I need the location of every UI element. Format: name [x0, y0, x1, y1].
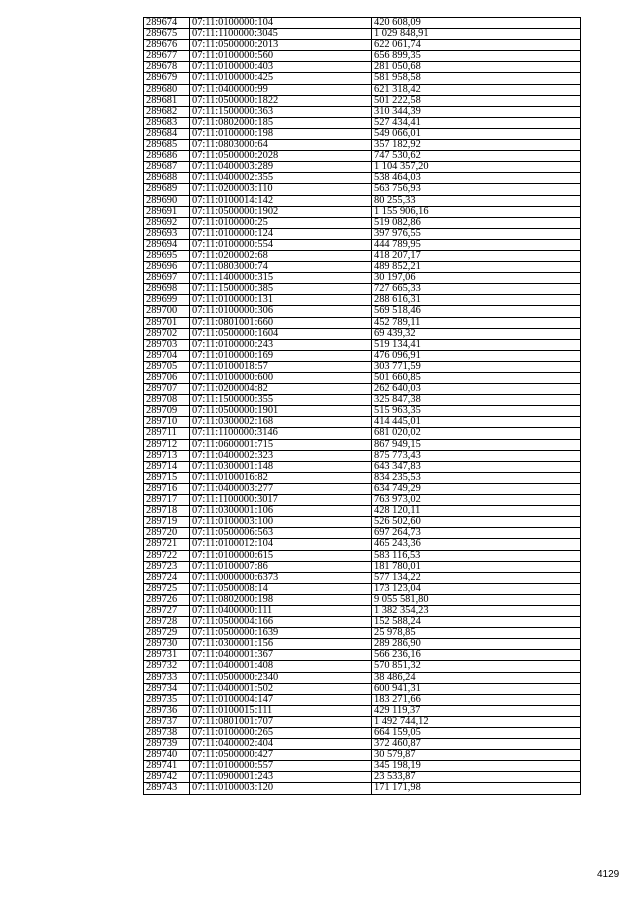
cadastral-number-cell: 07:11:0900001:243 [190, 772, 372, 783]
table-row [144, 539, 581, 550]
cadastral-number-cell: 07:11:0801001:660 [190, 317, 372, 328]
row-number-cell: 289737 [144, 716, 190, 727]
row-number-cell: 289679 [144, 73, 190, 84]
table-row [144, 373, 581, 384]
table-row [144, 728, 581, 739]
row-number-cell: 289707 [144, 384, 190, 395]
table-row [144, 750, 581, 761]
table-row [144, 84, 581, 95]
row-number-cell: 289741 [144, 761, 190, 772]
table-row [144, 151, 581, 162]
table-row [144, 783, 581, 794]
cadastral-number-cell: 07:11:0500000:2340 [190, 672, 372, 683]
table-row [144, 250, 581, 261]
row-number-cell: 289709 [144, 406, 190, 417]
row-number-cell: 289699 [144, 295, 190, 306]
cadastral-number-cell: 07:11:0100016:82 [190, 472, 372, 483]
table-row [144, 51, 581, 62]
value-cell: 867 949,15 [372, 439, 581, 450]
cadastral-number-cell: 07:11:1400000:315 [190, 273, 372, 284]
cadastral-number-cell: 07:11:0400002:355 [190, 173, 372, 184]
cadastral-number-cell: 07:11:0100014:142 [190, 195, 372, 206]
value-cell: 834 235,53 [372, 472, 581, 483]
value-cell: 664 159,05 [372, 728, 581, 739]
row-number-cell: 289687 [144, 162, 190, 173]
value-cell: 527 434,41 [372, 117, 581, 128]
row-number-cell: 289714 [144, 461, 190, 472]
value-cell: 452 789,11 [372, 317, 581, 328]
cadastral-number-cell: 07:11:0100000:557 [190, 761, 372, 772]
table-row [144, 583, 581, 594]
table-row [144, 273, 581, 284]
value-cell: 262 640,03 [372, 384, 581, 395]
cadastral-number-cell: 07:11:0100000:104 [190, 18, 372, 29]
cadastral-number-cell: 07:11:0500006:563 [190, 528, 372, 539]
table-row [144, 284, 581, 295]
cadastral-value-table [143, 17, 581, 795]
table-row [144, 683, 581, 694]
row-number-cell: 289721 [144, 539, 190, 550]
table-row [144, 395, 581, 406]
cadastral-number-cell: 07:11:0200004:82 [190, 384, 372, 395]
value-cell: 563 756,93 [372, 184, 581, 195]
value-cell: 747 530,62 [372, 151, 581, 162]
cadastral-number-cell: 07:11:0500000:427 [190, 750, 372, 761]
value-cell: 23 533,87 [372, 772, 581, 783]
value-cell: 581 958,58 [372, 73, 581, 84]
table-row [144, 328, 581, 339]
cadastral-number-cell: 07:11:0600001:715 [190, 439, 372, 450]
cadastral-number-cell: 07:11:0100000:403 [190, 62, 372, 73]
table-row [144, 217, 581, 228]
table-row [144, 417, 581, 428]
value-cell: 414 445,01 [372, 417, 581, 428]
cadastral-number-cell: 07:11:1100000:3017 [190, 495, 372, 506]
value-cell: 526 502,60 [372, 517, 581, 528]
value-cell: 281 050,68 [372, 62, 581, 73]
cadastral-number-cell: 07:11:0400000:111 [190, 605, 372, 616]
cadastral-number-cell: 07:11:0100000:560 [190, 51, 372, 62]
value-cell: 622 061,74 [372, 40, 581, 51]
value-cell: 428 120,11 [372, 506, 581, 517]
value-cell: 152 588,24 [372, 617, 581, 628]
cadastral-number-cell: 07:11:0100000:124 [190, 228, 372, 239]
table-row [144, 184, 581, 195]
value-cell: 570 851,32 [372, 661, 581, 672]
value-cell: 69 439,32 [372, 328, 581, 339]
table-row [144, 295, 581, 306]
table-row [144, 18, 581, 29]
row-number-cell: 289684 [144, 128, 190, 139]
value-cell: 1 382 354,23 [372, 605, 581, 616]
value-cell: 600 941,31 [372, 683, 581, 694]
table-row [144, 384, 581, 395]
value-cell: 372 460,87 [372, 739, 581, 750]
table-row [144, 228, 581, 239]
row-number-cell: 289686 [144, 151, 190, 162]
row-number-cell: 289727 [144, 605, 190, 616]
cadastral-number-cell: 07:11:0500000:1902 [190, 206, 372, 217]
value-cell: 1 155 906,16 [372, 206, 581, 217]
row-number-cell: 289728 [144, 617, 190, 628]
cadastral-number-cell: 07:11:1500000:363 [190, 106, 372, 117]
cadastral-number-cell: 07:11:0300001:106 [190, 506, 372, 517]
cadastral-number-cell: 07:11:0801001:707 [190, 716, 372, 727]
row-number-cell: 289710 [144, 417, 190, 428]
row-number-cell: 289732 [144, 661, 190, 672]
cadastral-number-cell: 07:11:0400001:367 [190, 650, 372, 661]
cadastral-number-cell: 07:11:0100003:120 [190, 783, 372, 794]
table-row [144, 561, 581, 572]
value-cell: 171 171,98 [372, 783, 581, 794]
row-number-cell: 289720 [144, 528, 190, 539]
value-cell: 397 976,55 [372, 228, 581, 239]
row-number-cell: 289719 [144, 517, 190, 528]
cadastral-number-cell: 07:11:0802000:198 [190, 594, 372, 605]
row-number-cell: 289725 [144, 583, 190, 594]
table-row [144, 106, 581, 117]
table-row [144, 439, 581, 450]
table-row [144, 306, 581, 317]
page-number: 4129 [597, 869, 620, 880]
row-number-cell: 289722 [144, 550, 190, 561]
table-row [144, 517, 581, 528]
cadastral-number-cell: 07:11:0500000:2013 [190, 40, 372, 51]
table-row [144, 162, 581, 173]
cadastral-number-cell: 07:11:0100000:425 [190, 73, 372, 84]
value-cell: 577 134,22 [372, 572, 581, 583]
cadastral-number-cell: 07:11:0100000:25 [190, 217, 372, 228]
row-number-cell: 289691 [144, 206, 190, 217]
row-number-cell: 289734 [144, 683, 190, 694]
row-number-cell: 289702 [144, 328, 190, 339]
value-cell: 444 789,95 [372, 239, 581, 250]
table-row [144, 650, 581, 661]
table-row [144, 317, 581, 328]
row-number-cell: 289733 [144, 672, 190, 683]
value-cell: 288 616,31 [372, 295, 581, 306]
row-number-cell: 289693 [144, 228, 190, 239]
cadastral-number-cell: 07:11:0400003:289 [190, 162, 372, 173]
value-cell: 1 492 744,12 [372, 716, 581, 727]
table-row [144, 572, 581, 583]
table-row [144, 128, 581, 139]
row-number-cell: 289689 [144, 184, 190, 195]
table-row [144, 483, 581, 494]
cadastral-number-cell: 07:11:0300001:156 [190, 639, 372, 650]
cadastral-number-cell: 07:11:0400002:404 [190, 739, 372, 750]
table-row [144, 239, 581, 250]
cadastral-number-cell: 07:11:0100004:147 [190, 694, 372, 705]
cadastral-number-cell: 07:11:0100000:554 [190, 239, 372, 250]
table-row [144, 428, 581, 439]
row-number-cell: 289718 [144, 506, 190, 517]
row-number-cell: 289739 [144, 739, 190, 750]
table-row [144, 506, 581, 517]
row-number-cell: 289696 [144, 262, 190, 273]
value-cell: 656 899,35 [372, 51, 581, 62]
value-cell: 1 029 848,91 [372, 29, 581, 40]
table-body [144, 18, 581, 795]
row-number-cell: 289700 [144, 306, 190, 317]
value-cell: 420 608,09 [372, 18, 581, 29]
value-cell: 289 286,90 [372, 639, 581, 650]
table-row [144, 173, 581, 184]
row-number-cell: 289724 [144, 572, 190, 583]
value-cell: 310 344,39 [372, 106, 581, 117]
row-number-cell: 289706 [144, 373, 190, 384]
row-number-cell: 289698 [144, 284, 190, 295]
cadastral-number-cell: 07:11:0100000:131 [190, 295, 372, 306]
cadastral-number-cell: 07:11:0500000:1639 [190, 628, 372, 639]
table-row [144, 661, 581, 672]
row-number-cell: 289674 [144, 18, 190, 29]
table-row [144, 594, 581, 605]
cadastral-number-cell: 07:11:0500000:1604 [190, 328, 372, 339]
value-cell: 727 665,33 [372, 284, 581, 295]
value-cell: 345 198,19 [372, 761, 581, 772]
table-row [144, 62, 581, 73]
cadastral-number-cell: 07:11:0000000:6373 [190, 572, 372, 583]
value-cell: 549 066,01 [372, 128, 581, 139]
row-number-cell: 289708 [144, 395, 190, 406]
row-number-cell: 289730 [144, 639, 190, 650]
cadastral-number-cell: 07:11:0100000:306 [190, 306, 372, 317]
value-cell: 30 579,87 [372, 750, 581, 761]
table-row [144, 550, 581, 561]
row-number-cell: 289711 [144, 428, 190, 439]
cadastral-number-cell: 07:11:0100000:243 [190, 339, 372, 350]
value-cell: 465 243,36 [372, 539, 581, 550]
table-row [144, 705, 581, 716]
cadastral-number-cell: 07:11:0400002:323 [190, 450, 372, 461]
table-row [144, 140, 581, 151]
table-row [144, 95, 581, 106]
value-cell: 566 236,16 [372, 650, 581, 661]
cadastral-number-cell: 07:11:0500008:14 [190, 583, 372, 594]
row-number-cell: 289704 [144, 350, 190, 361]
table-row [144, 73, 581, 84]
value-cell: 634 749,29 [372, 483, 581, 494]
value-cell: 38 486,24 [372, 672, 581, 683]
value-cell: 569 518,46 [372, 306, 581, 317]
row-number-cell: 289681 [144, 95, 190, 106]
row-number-cell: 289740 [144, 750, 190, 761]
cadastral-number-cell: 07:11:0500000:1901 [190, 406, 372, 417]
row-number-cell: 289713 [144, 450, 190, 461]
value-cell: 515 963,35 [372, 406, 581, 417]
value-cell: 357 182,92 [372, 140, 581, 151]
cadastral-number-cell: 07:11:0100000:198 [190, 128, 372, 139]
cadastral-number-cell: 07:11:0100003:100 [190, 517, 372, 528]
cadastral-number-cell: 07:11:0100000:600 [190, 373, 372, 384]
cadastral-number-cell: 07:11:0100007:86 [190, 561, 372, 572]
row-number-cell: 289705 [144, 361, 190, 372]
table-row [144, 605, 581, 616]
cadastral-number-cell: 07:11:0803000:64 [190, 140, 372, 151]
cadastral-number-cell: 07:11:0300002:168 [190, 417, 372, 428]
table-row [144, 350, 581, 361]
table-row [144, 772, 581, 783]
cadastral-number-cell: 07:11:0400000:99 [190, 84, 372, 95]
value-cell: 583 116,53 [372, 550, 581, 561]
table-row [144, 361, 581, 372]
row-number-cell: 289726 [144, 594, 190, 605]
value-cell: 681 020,02 [372, 428, 581, 439]
row-number-cell: 289688 [144, 173, 190, 184]
row-number-cell: 289677 [144, 51, 190, 62]
row-number-cell: 289694 [144, 239, 190, 250]
row-number-cell: 289742 [144, 772, 190, 783]
cadastral-number-cell: 07:11:0100000:265 [190, 728, 372, 739]
cadastral-number-cell: 07:11:0400001:502 [190, 683, 372, 694]
row-number-cell: 289735 [144, 694, 190, 705]
table-row [144, 206, 581, 217]
cadastral-number-cell: 07:11:0100000:615 [190, 550, 372, 561]
row-number-cell: 289695 [144, 250, 190, 261]
table-row [144, 339, 581, 350]
value-cell: 519 082,86 [372, 217, 581, 228]
value-cell: 875 773,43 [372, 450, 581, 461]
row-number-cell: 289675 [144, 29, 190, 40]
table-row [144, 628, 581, 639]
value-cell: 697 264,73 [372, 528, 581, 539]
value-cell: 303 771,59 [372, 361, 581, 372]
table-row [144, 617, 581, 628]
row-number-cell: 289731 [144, 650, 190, 661]
row-number-cell: 289701 [144, 317, 190, 328]
cadastral-number-cell: 07:11:0803000:74 [190, 262, 372, 273]
table-row [144, 461, 581, 472]
table-row [144, 495, 581, 506]
cadastral-number-cell: 07:11:1100000:3045 [190, 29, 372, 40]
value-cell: 489 852,21 [372, 262, 581, 273]
table-row [144, 29, 581, 40]
table-row [144, 40, 581, 51]
value-cell: 1 104 357,20 [372, 162, 581, 173]
row-number-cell: 289690 [144, 195, 190, 206]
row-number-cell: 289692 [144, 217, 190, 228]
value-cell: 25 978,85 [372, 628, 581, 639]
cadastral-number-cell: 07:11:0100000:169 [190, 350, 372, 361]
table-row [144, 195, 581, 206]
row-number-cell: 289685 [144, 140, 190, 151]
cadastral-number-cell: 07:11:0100015:111 [190, 705, 372, 716]
value-cell: 30 197,06 [372, 273, 581, 284]
cadastral-number-cell: 07:11:0400001:408 [190, 661, 372, 672]
value-cell: 173 123,04 [372, 583, 581, 594]
table-row [144, 672, 581, 683]
value-cell: 519 134,41 [372, 339, 581, 350]
row-number-cell: 289723 [144, 561, 190, 572]
value-cell: 621 318,42 [372, 84, 581, 95]
cadastral-number-cell: 07:11:1100000:3146 [190, 428, 372, 439]
cadastral-number-cell: 07:11:0400003:277 [190, 483, 372, 494]
table-row [144, 406, 581, 417]
row-number-cell: 289712 [144, 439, 190, 450]
cadastral-number-cell: 07:11:0100018:57 [190, 361, 372, 372]
table-row [144, 639, 581, 650]
row-number-cell: 289678 [144, 62, 190, 73]
row-number-cell: 289703 [144, 339, 190, 350]
table-row [144, 694, 581, 705]
cadastral-number-cell: 07:11:0200002:68 [190, 250, 372, 261]
cadastral-number-cell: 07:11:0802000:185 [190, 117, 372, 128]
cadastral-number-cell: 07:11:1500000:385 [190, 284, 372, 295]
cadastral-number-cell: 07:11:0100012:104 [190, 539, 372, 550]
row-number-cell: 289736 [144, 705, 190, 716]
table-row [144, 472, 581, 483]
table-row [144, 716, 581, 727]
value-cell: 80 255,33 [372, 195, 581, 206]
row-number-cell: 289683 [144, 117, 190, 128]
table-row [144, 262, 581, 273]
cadastral-number-cell: 07:11:1500000:355 [190, 395, 372, 406]
row-number-cell: 289682 [144, 106, 190, 117]
value-cell: 538 464,03 [372, 173, 581, 184]
value-cell: 9 055 581,80 [372, 594, 581, 605]
table-row [144, 117, 581, 128]
row-number-cell: 289715 [144, 472, 190, 483]
table-row [144, 761, 581, 772]
value-cell: 418 207,17 [372, 250, 581, 261]
value-cell: 501 660,85 [372, 373, 581, 384]
value-cell: 429 119,37 [372, 705, 581, 716]
value-cell: 181 780,01 [372, 561, 581, 572]
table-row [144, 450, 581, 461]
value-cell: 183 271,66 [372, 694, 581, 705]
value-cell: 476 096,91 [372, 350, 581, 361]
table-row [144, 739, 581, 750]
cadastral-number-cell: 07:11:0500000:1822 [190, 95, 372, 106]
value-cell: 325 847,38 [372, 395, 581, 406]
row-number-cell: 289680 [144, 84, 190, 95]
cadastral-number-cell: 07:11:0300001:148 [190, 461, 372, 472]
row-number-cell: 289717 [144, 495, 190, 506]
row-number-cell: 289738 [144, 728, 190, 739]
value-cell: 501 222,58 [372, 95, 581, 106]
cadastral-number-cell: 07:11:0500004:166 [190, 617, 372, 628]
value-cell: 643 347,83 [372, 461, 581, 472]
row-number-cell: 289743 [144, 783, 190, 794]
row-number-cell: 289676 [144, 40, 190, 51]
table-row [144, 528, 581, 539]
row-number-cell: 289729 [144, 628, 190, 639]
row-number-cell: 289697 [144, 273, 190, 284]
cadastral-number-cell: 07:11:0500000:2028 [190, 151, 372, 162]
row-number-cell: 289716 [144, 483, 190, 494]
cadastral-number-cell: 07:11:0200003:110 [190, 184, 372, 195]
value-cell: 763 973,02 [372, 495, 581, 506]
